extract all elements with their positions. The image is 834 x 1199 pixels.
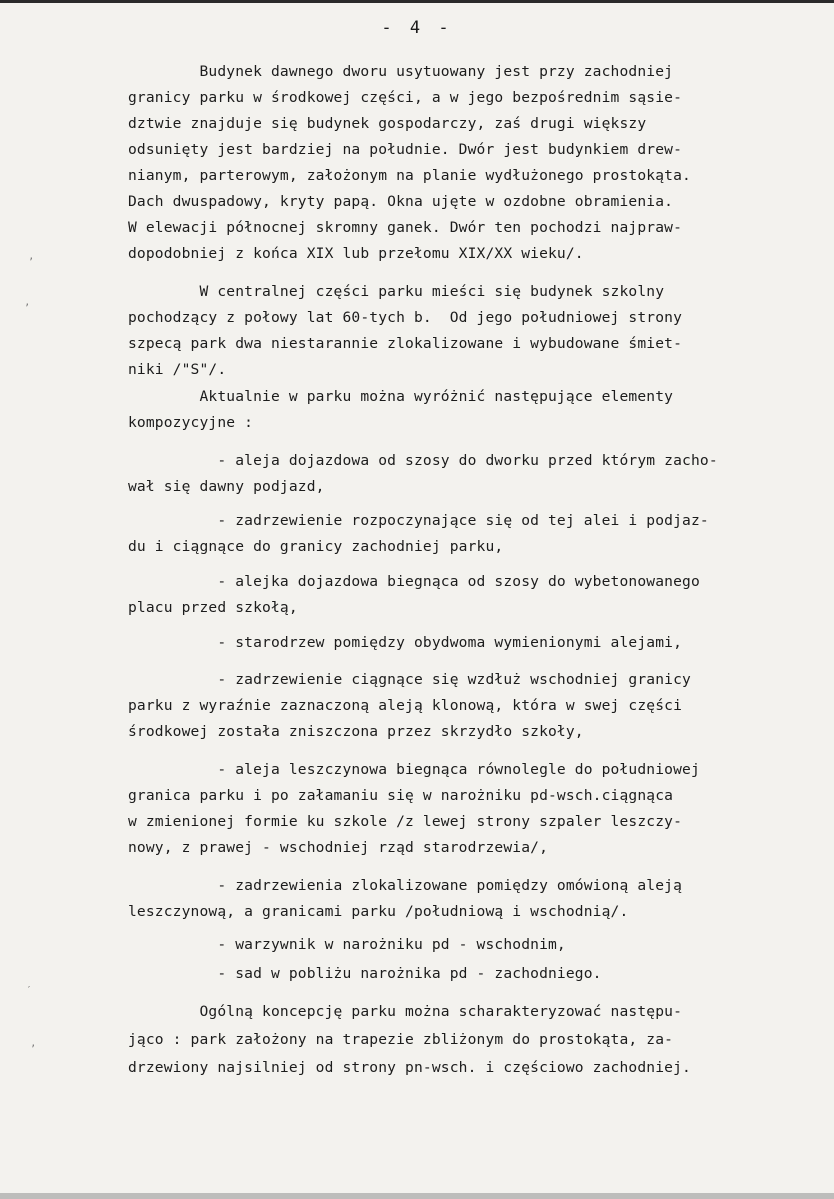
text-line: Dach dwuspadowy, kryty papą. Okna ujęte w ozdobne obramienia. xyxy=(128,193,674,210)
margin-mark: ’ xyxy=(24,303,31,314)
text-line: Ogólną koncepcję parku można scharakteryzować następu- xyxy=(128,1003,683,1020)
text-line: W elewacji północnej skromny ganek. Dwór ten pochodzi najpraw- xyxy=(128,219,683,236)
list-item-line: wał się dawny podjazd, xyxy=(128,478,325,495)
text-line: drzewiony najsilniej od strony pn-wsch. i częściowo zachodniej. xyxy=(128,1059,691,1076)
text-line: granicy parku w środkowej części, a w jego bezpośrednim sąsie- xyxy=(128,89,683,106)
list-item-line: - zadrzewienia zlokalizowane pomiędzy omówioną aleją xyxy=(128,877,683,894)
text-line: kompozycyjne : xyxy=(128,414,254,431)
list-item-line: - aleja dojazdowa od szosy do dworku przed którym zacho- xyxy=(128,452,718,469)
list-item-line: du i ciągnące do granicy zachodniej parku, xyxy=(128,538,504,555)
text-line: nianym, parterowym, założonym na planie wydłużonego prostokąta. xyxy=(128,167,691,184)
top-scan-edge xyxy=(0,0,834,3)
text-line: pochodzący z połowy lat 60-tych b. Od jego południowej strony xyxy=(128,309,683,326)
text-line: jąco : park założony na trapezie zbliżonym do prostokąta, za- xyxy=(128,1031,674,1048)
text-line: dztwie znajduje się budynek gospodarczy, zaś drugi większy xyxy=(128,115,647,132)
list-item-line: parku z wyraźnie zaznaczoną aleją klonową, która w swej części xyxy=(128,697,683,714)
list-item-line: - zadrzewienie ciągnące się wzdłuż wschodniej granicy xyxy=(128,671,691,688)
text-line: Budynek dawnego dworu usytuowany jest przy zachodniej xyxy=(128,63,674,80)
list-item-line: nowy, z prawej - wschodniej rząd starodrzewia/, xyxy=(128,839,549,856)
list-item-line: w zmienionej formie ku szkole /z lewej strony szpaler leszczy- xyxy=(128,813,683,830)
text-line: szpecą park dwa niestarannie zlokalizowane i wybudowane śmiet- xyxy=(128,335,683,352)
text-line: niki /"S"/. xyxy=(128,361,227,378)
list-item-line: - alejka dojazdowa biegnąca od szosy do wybetonowanego xyxy=(128,573,700,590)
list-item-line: leszczynową, a granicami parku /południową i wschodnią/. xyxy=(128,903,629,920)
bottom-scan-edge xyxy=(0,1193,834,1199)
margin-mark: ’ xyxy=(28,257,35,268)
list-item-line: - starodrzew pomiędzy obydwoma wymienionymi alejami, xyxy=(128,634,683,651)
list-item-line: - warzywnik w narożniku pd - wschodnim, xyxy=(128,936,566,953)
list-item-line: granica parku i po załamaniu się w narożniku pd-wsch.ciągnąca xyxy=(128,787,674,804)
text-line: Aktualnie w parku można wyróżnić następujące elementy xyxy=(128,388,674,405)
margin-mark: ′ xyxy=(26,985,33,996)
text-line: odsunięty jest bardziej na południe. Dwór jest budynkiem drew- xyxy=(128,141,683,158)
text-line: W centralnej części parku mieści się budynek szkolny xyxy=(128,283,665,300)
margin-mark: ’ xyxy=(30,1044,37,1055)
list-item-line: - zadrzewienie rozpoczynające się od tej alei i podjaz- xyxy=(128,512,709,529)
list-item-line: - aleja leszczynowa biegnąca równolegle do południowej xyxy=(128,761,700,778)
list-item-line: - sad w pobliżu narożnika pd - zachodniego. xyxy=(128,965,602,982)
list-item-line: placu przed szkołą, xyxy=(128,599,298,616)
page-number: - 4 - xyxy=(381,18,453,38)
text-line: dopodobniej z końca XIX lub przełomu XIX/XX wieku/. xyxy=(128,245,584,262)
list-item-line: środkowej została zniszczona przez skrzydło szkoły, xyxy=(128,723,584,740)
